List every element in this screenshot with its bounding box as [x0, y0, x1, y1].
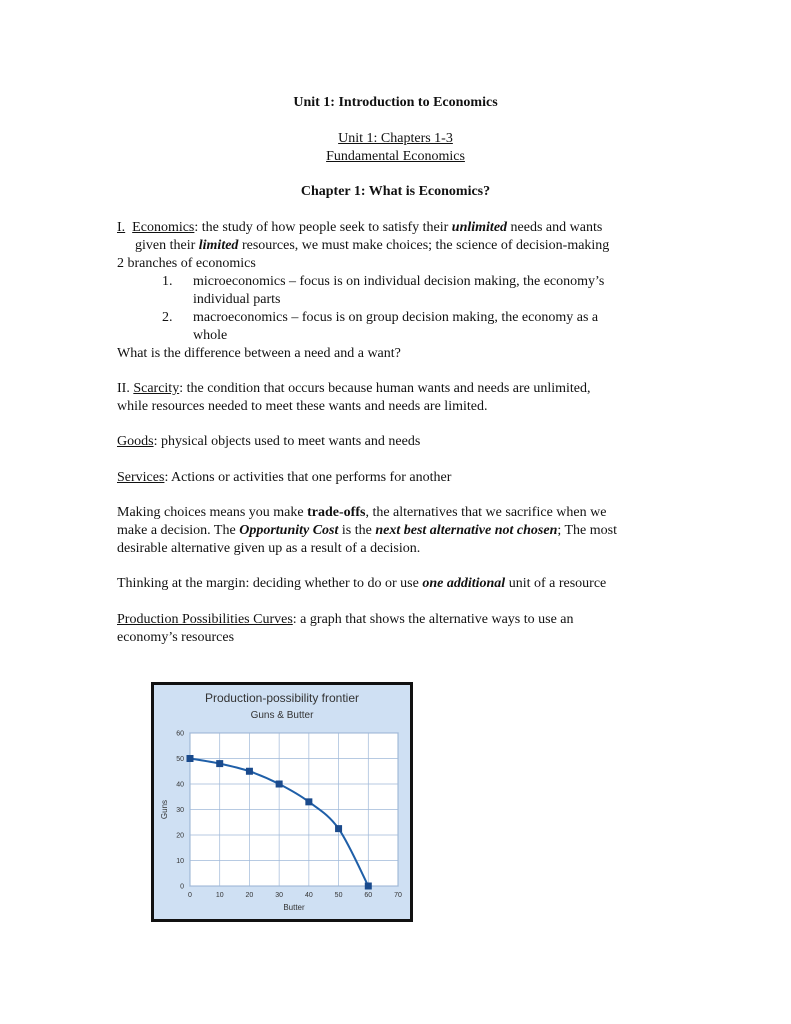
tradeoffs-line2: [117, 522, 617, 540]
scarcity-line1: [117, 380, 591, 398]
macroeconomics-line1: macroeconomics – focus is on group decision making, the economy as a: [193, 310, 599, 325]
x-axis-label: Butter: [283, 903, 305, 912]
unit-title: Unit 1: Introduction to Economics: [293, 95, 498, 110]
scarcity-def: : the condition that occurs because human wants and needs are unlimited,: [179, 381, 591, 396]
y-tick-label: 0: [180, 883, 184, 891]
data-point: [216, 760, 223, 767]
y-tick-label: 20: [176, 832, 184, 840]
services-def: : Actions or activities that one performs for another: [164, 470, 452, 485]
chapters-heading: Unit 1: Chapters 1-3: [338, 131, 453, 146]
x-tick-label: 10: [215, 892, 224, 899]
y-tick-label: 40: [176, 781, 184, 789]
opportunity-cost-term: Opportunity Cost: [239, 523, 339, 538]
margin-text-a: Thinking at the margin: deciding whether to do or use: [117, 576, 423, 591]
data-point: [187, 755, 194, 762]
y-tick-label: 50: [176, 756, 184, 763]
services-term: Services: [117, 470, 165, 485]
chapter-title: Chapter 1: What is Economics?: [300, 184, 491, 199]
scarcity-line2: while resources needed to meet these wants and needs are limited.: [117, 399, 488, 414]
goods-term: Goods: [117, 434, 154, 449]
x-tick-label: 30: [275, 892, 284, 899]
next-best-alternative: next best alternative not chosen: [375, 523, 558, 538]
x-tick-label: 40: [304, 892, 313, 899]
tradeoffs-text-l2c: is the: [338, 523, 376, 538]
x-tick-label: 50: [334, 892, 343, 899]
scarcity-prefix: II.: [117, 381, 134, 396]
list-number-2: 2.: [162, 310, 173, 325]
data-point: [365, 883, 372, 890]
y-tick-label: 60: [176, 730, 184, 738]
tradeoffs-text-l2a: make a decision. The: [117, 523, 240, 538]
goods-def: : physical objects used to meet wants and needs: [153, 434, 421, 449]
ppc-line1: [117, 611, 574, 629]
tradeoffs-text-c: , the alternatives that we sacrifice when we: [365, 505, 607, 520]
margin-definition: [117, 575, 606, 593]
data-point: [305, 798, 312, 805]
margin-text-c: unit of a resource: [505, 576, 607, 591]
ppc-term: Production Possibilities Curves: [117, 612, 293, 627]
data-point: [246, 768, 253, 775]
scarcity-term: Scarcity: [133, 381, 180, 396]
macroeconomics-line2: whole: [193, 328, 228, 343]
unlimited-emphasis: unlimited: [451, 220, 508, 235]
limited-emphasis: limited: [198, 238, 239, 253]
chart-subtitle: Guns & Butter: [250, 710, 314, 721]
ppc-line2: economy’s resources: [117, 630, 235, 645]
y-tick-label: 30: [176, 807, 184, 814]
one-additional-emphasis: one additional: [422, 576, 506, 591]
tradeoffs-line3: desirable alternative given up as a result of a decision.: [117, 541, 421, 556]
x-tick-label: 60: [364, 892, 373, 899]
branches-heading: 2 branches of economics: [117, 256, 256, 271]
goods-definition: [117, 433, 420, 451]
def-line2-text: given their: [135, 238, 199, 253]
ppf-chart-svg: [154, 685, 410, 919]
economics-def-text: : the study of how people seek to satisfy their: [194, 220, 452, 235]
data-point: [276, 781, 283, 788]
economics-definition-line1: [117, 219, 602, 237]
list-number-1: 1.: [162, 274, 173, 289]
fundamental-heading: Fundamental Economics: [326, 149, 465, 164]
ppf-chart: [151, 682, 413, 922]
y-tick-label: 10: [176, 858, 184, 865]
tradeoffs-term: trade-offs: [307, 505, 366, 520]
ppc-def: : a graph that shows the alternative ways to use an: [292, 612, 574, 627]
chart-title: Production-possibility frontier: [204, 691, 360, 705]
x-tick-label: 20: [245, 892, 254, 899]
economics-def-text-2: needs and wants: [507, 220, 603, 235]
tradeoffs-text-l2e: ; The most: [557, 523, 617, 538]
need-want-question: What is the difference between a need and a want?: [117, 346, 401, 361]
services-definition: [117, 469, 451, 487]
y-axis-label: Guns: [160, 799, 169, 820]
microeconomics-line1: microeconomics – focus is on individual decision making, the economy’s: [193, 274, 605, 289]
section-numeral: I.: [117, 220, 126, 235]
def-line2-text-2: resources, we must make choices; the science of decision-making: [238, 238, 610, 253]
data-point: [335, 825, 342, 832]
tradeoffs-text-a: Making choices means you make: [117, 505, 308, 520]
economics-definition-line2: [135, 237, 609, 255]
tradeoffs-line1: [117, 504, 606, 522]
microeconomics-line2: individual parts: [193, 292, 281, 307]
economics-term: Economics: [132, 220, 195, 235]
x-tick-label: 70: [394, 892, 402, 899]
x-tick-label: 0: [188, 892, 192, 899]
